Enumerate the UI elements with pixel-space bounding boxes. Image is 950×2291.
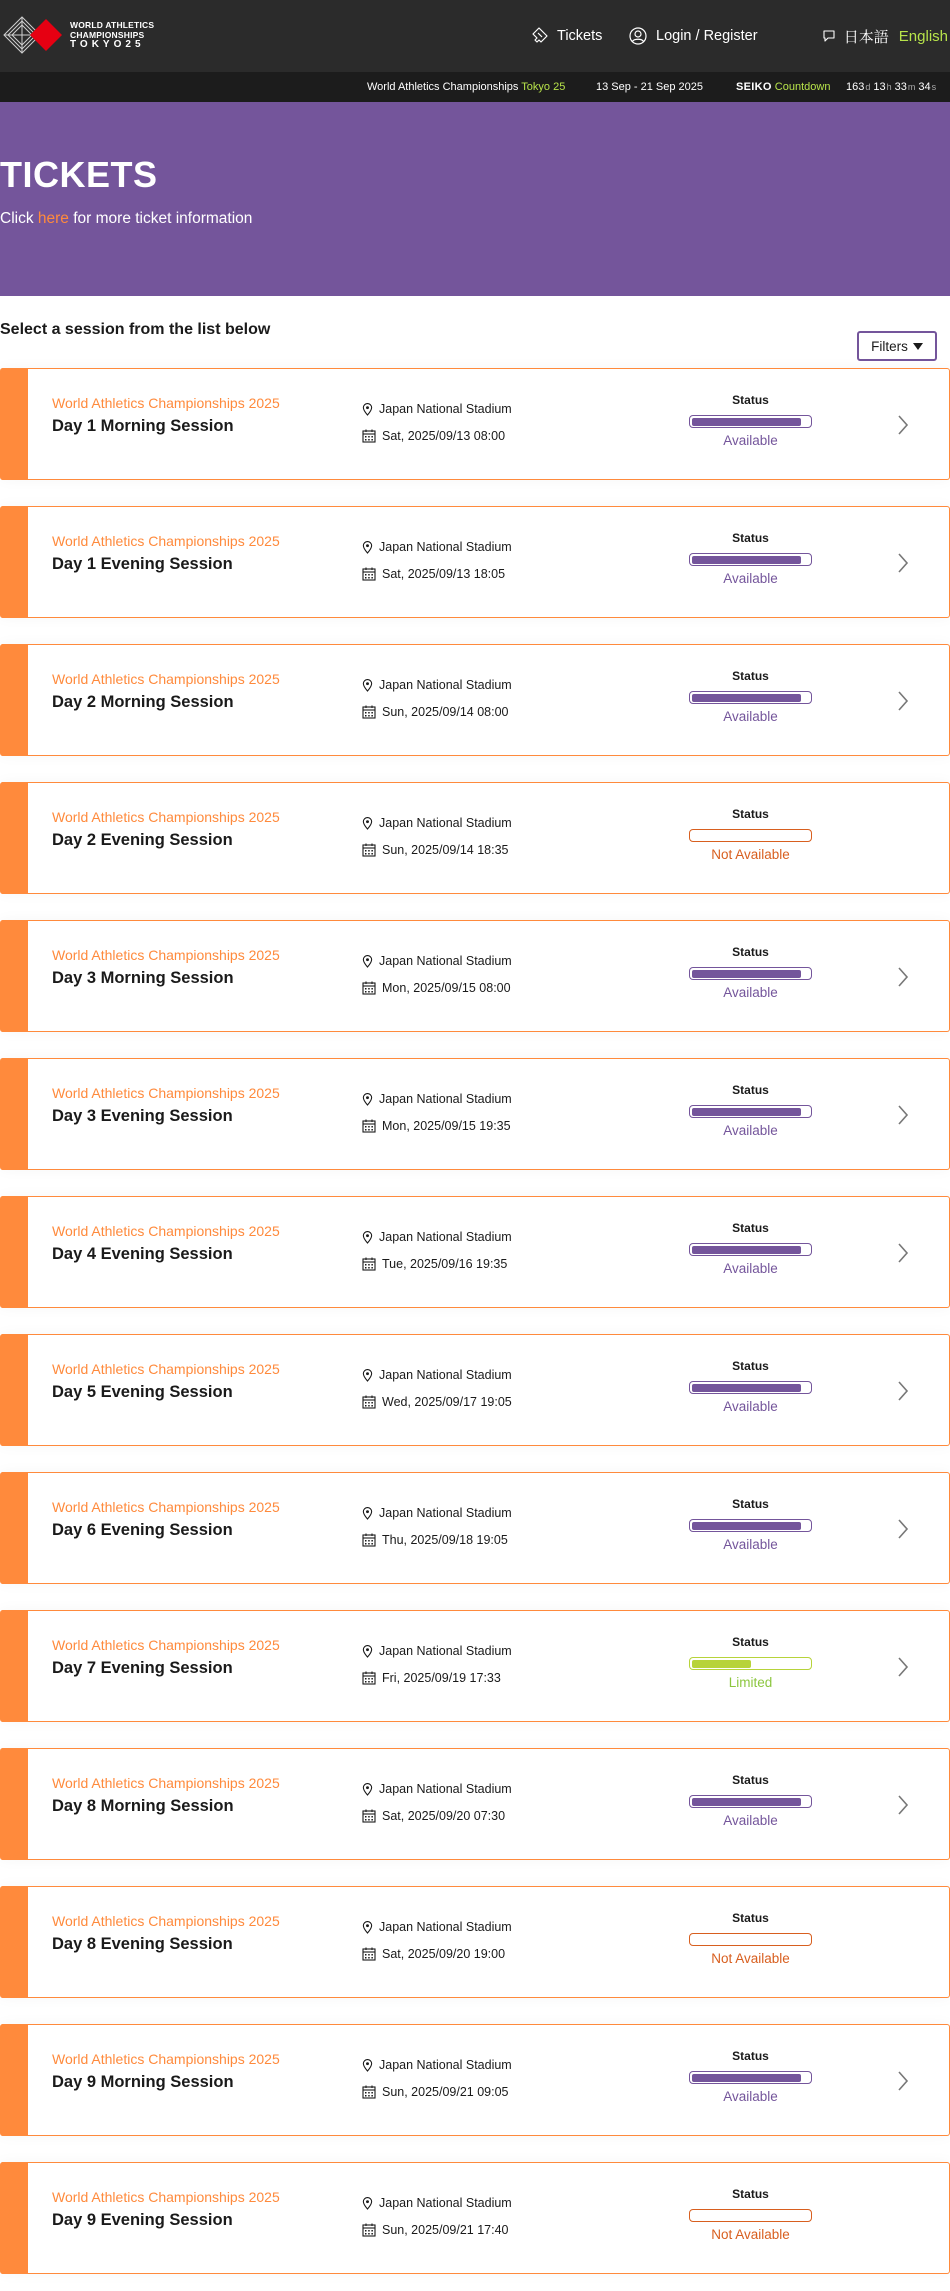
session-venue: Japan National Stadium: [362, 1092, 512, 1106]
availability-bar-fill: [692, 418, 802, 426]
session-venue: Japan National Stadium: [362, 1368, 512, 1382]
session-venue: Japan National Stadium: [362, 1782, 512, 1796]
session-date: Mon, 2025/09/15 08:00: [362, 981, 511, 995]
session-venue: Japan National Stadium: [362, 540, 512, 554]
session-title: Day 9 Evening Session: [52, 2211, 233, 2229]
session-date: Sun, 2025/09/14 18:35: [362, 843, 509, 857]
session-card[interactable]: [0, 1334, 950, 1446]
status-value: Available: [723, 985, 778, 1000]
location-pin-icon: [362, 955, 373, 968]
session-date: Mon, 2025/09/15 19:35: [362, 1119, 511, 1133]
status-value: Available: [723, 571, 778, 586]
chevron-right-icon[interactable]: [895, 965, 911, 989]
availability-bar-fill: [692, 970, 802, 978]
ticket-icon: [530, 27, 548, 45]
session-title: Day 2 Morning Session: [52, 693, 234, 711]
session-event-name: World Athletics Championships 2025: [52, 1223, 280, 1239]
session-card[interactable]: [0, 1058, 950, 1170]
session-card: [0, 2162, 950, 2274]
session-card[interactable]: [0, 1472, 950, 1584]
calendar-icon: [362, 429, 376, 443]
session-title: Day 2 Evening Session: [52, 831, 233, 849]
status-value: Limited: [728, 1675, 773, 1690]
location-pin-icon: [362, 679, 373, 692]
calendar-icon: [362, 705, 376, 719]
session-card-accent: [0, 1748, 28, 1860]
session-card[interactable]: [0, 1610, 950, 1722]
event-info-bar: [0, 72, 950, 102]
session-venue: Japan National Stadium: [362, 1644, 512, 1658]
status-value: Available: [723, 1537, 778, 1552]
user-icon: [629, 27, 647, 45]
session-title: Day 1 Morning Session: [52, 417, 234, 435]
session-venue: Japan National Stadium: [362, 1230, 512, 1244]
session-date: Fri, 2025/09/19 17:33: [362, 1671, 501, 1685]
availability-bar: [689, 415, 812, 428]
status-value: Available: [723, 1261, 778, 1276]
status-label: Status: [732, 1083, 769, 1097]
chevron-right-icon[interactable]: [895, 413, 911, 437]
session-event-name: World Athletics Championships 2025: [52, 533, 280, 549]
session-title: Day 7 Evening Session: [52, 1659, 233, 1677]
site-logo[interactable]: [2, 15, 154, 55]
session-event-name: World Athletics Championships 2025: [52, 1361, 280, 1377]
session-event-name: World Athletics Championships 2025: [52, 1085, 280, 1101]
sponsor-countdown-label: SEIKO Countdown: [736, 81, 831, 93]
session-card[interactable]: [0, 920, 950, 1032]
availability-bar-fill: [692, 1108, 802, 1116]
calendar-icon: [362, 1809, 376, 1823]
status-value: Available: [723, 709, 778, 724]
status-label: Status: [732, 1773, 769, 1787]
chevron-right-icon[interactable]: [895, 1241, 911, 1265]
session-card-accent: [0, 368, 28, 480]
status-label: Status: [732, 807, 769, 821]
session-venue: Japan National Stadium: [362, 402, 512, 416]
session-card-accent: [0, 1058, 28, 1170]
more-info-link[interactable]: here: [37, 210, 69, 227]
session-title: Day 3 Morning Session: [52, 969, 234, 987]
session-date: Thu, 2025/09/18 19:05: [362, 1533, 508, 1547]
language-switcher: [822, 0, 948, 72]
session-event-name: World Athletics Championships 2025: [52, 671, 280, 687]
chevron-right-icon[interactable]: [895, 1655, 911, 1679]
availability-bar-fill: [692, 1522, 802, 1530]
nav-tickets-label: Tickets: [557, 28, 603, 44]
tickets-hero: [0, 102, 950, 296]
session-title: Day 1 Evening Session: [52, 555, 233, 573]
session-card[interactable]: [0, 506, 950, 618]
session-venue: Japan National Stadium: [362, 816, 512, 830]
calendar-icon: [362, 1257, 376, 1271]
location-pin-icon: [362, 817, 373, 830]
countdown-timer: 163d 13h 33m 34s: [846, 81, 937, 93]
availability-bar: [689, 1381, 812, 1394]
chat-icon: [822, 29, 836, 43]
calendar-icon: [362, 1119, 376, 1133]
status-label: Status: [732, 393, 769, 407]
session-card-accent: [0, 1334, 28, 1446]
session-card: [0, 782, 950, 894]
session-event-name: World Athletics Championships 2025: [52, 2189, 280, 2205]
location-pin-icon: [362, 1093, 373, 1106]
location-pin-icon: [362, 1921, 373, 1934]
session-card-accent: [0, 1610, 28, 1722]
calendar-icon: [362, 2223, 376, 2237]
status-label: Status: [732, 1359, 769, 1373]
status-value: Available: [723, 433, 778, 448]
status-value: Not Available: [711, 847, 790, 862]
location-pin-icon: [362, 1231, 373, 1244]
filters-button[interactable]: [857, 331, 937, 361]
status-value: Available: [723, 1399, 778, 1414]
session-card[interactable]: [0, 644, 950, 756]
session-title: Day 4 Evening Session: [52, 1245, 233, 1263]
calendar-icon: [362, 981, 376, 995]
session-card-accent: [0, 2024, 28, 2136]
location-pin-icon: [362, 1645, 373, 1658]
filter-icon: [913, 343, 923, 350]
session-date: Sun, 2025/09/21 17:40: [362, 2223, 509, 2237]
logo-wordmark: WORLD ATHLETICS CHAMPIONSHIPS TOKYO25: [70, 20, 155, 50]
session-card-accent: [0, 1196, 28, 1308]
session-date: Sun, 2025/09/21 09:05: [362, 2085, 509, 2099]
session-card-accent: [0, 1886, 28, 1998]
availability-bar: [689, 967, 812, 980]
session-list-heading: Select a session from the list below: [0, 321, 271, 338]
logo-mark-icon: [2, 15, 66, 55]
session-event-name: World Athletics Championships 2025: [52, 1913, 280, 1929]
location-pin-icon: [362, 1783, 373, 1796]
session-venue: Japan National Stadium: [362, 2196, 512, 2210]
chevron-right-icon[interactable]: [895, 551, 911, 575]
availability-bar: [689, 829, 812, 842]
lang-japanese[interactable]: 日本語: [843, 28, 889, 46]
availability-bar-fill: [692, 2074, 802, 2082]
session-event-name: World Athletics Championships 2025: [52, 1775, 280, 1791]
session-venue: Japan National Stadium: [362, 1506, 512, 1520]
chevron-right-icon[interactable]: [895, 1517, 911, 1541]
session-venue: Japan National Stadium: [362, 1920, 512, 1934]
calendar-icon: [362, 843, 376, 857]
session-title: Day 8 Morning Session: [52, 1797, 234, 1815]
status-label: Status: [732, 1497, 769, 1511]
session-card-accent: [0, 1472, 28, 1584]
availability-bar-fill: [692, 694, 802, 702]
session-event-name: World Athletics Championships 2025: [52, 1637, 280, 1653]
status-label: Status: [732, 669, 769, 683]
status-label: Status: [732, 945, 769, 959]
status-label: Status: [732, 1911, 769, 1925]
location-pin-icon: [362, 403, 373, 416]
hero-info-text: Click here for more ticket information: [0, 210, 253, 227]
session-title: Day 9 Morning Session: [52, 2073, 234, 2091]
chevron-right-icon[interactable]: [895, 1793, 911, 1817]
nav-login-link[interactable]: [629, 0, 758, 72]
session-event-name: World Athletics Championships 2025: [52, 1499, 280, 1515]
status-value: Available: [723, 2089, 778, 2104]
calendar-icon: [362, 1947, 376, 1961]
availability-bar: [689, 553, 812, 566]
session-card[interactable]: [0, 1748, 950, 1860]
session-title: Day 8 Evening Session: [52, 1935, 233, 1953]
location-pin-icon: [362, 541, 373, 554]
session-event-name: World Athletics Championships 2025: [52, 395, 280, 411]
session-event-name: World Athletics Championships 2025: [52, 809, 280, 825]
session-card-accent: [0, 782, 28, 894]
availability-bar: [689, 691, 812, 704]
nav-tickets-link[interactable]: [530, 0, 602, 72]
session-card-accent: [0, 644, 28, 756]
session-card[interactable]: [0, 1196, 950, 1308]
event-dates: 13 Sep - 21 Sep 2025: [596, 81, 704, 93]
status-label: Status: [732, 2049, 769, 2063]
nav-login-label: Login / Register: [656, 28, 758, 44]
availability-bar: [689, 1933, 812, 1946]
availability-bar: [689, 2071, 812, 2084]
availability-bar-fill: [692, 1660, 751, 1668]
top-header: [0, 0, 950, 72]
status-value: Not Available: [711, 1951, 790, 1966]
session-title: Day 3 Evening Session: [52, 1107, 233, 1125]
availability-bar: [689, 2209, 812, 2222]
availability-bar-fill: [692, 556, 802, 564]
session-card-accent: [0, 920, 28, 1032]
chevron-right-icon[interactable]: [895, 1103, 911, 1127]
status-label: Status: [732, 1635, 769, 1649]
session-title: Day 6 Evening Session: [52, 1521, 233, 1539]
availability-bar: [689, 1105, 812, 1118]
page-title: TICKETS: [0, 154, 158, 195]
session-date: Sat, 2025/09/13 18:05: [362, 567, 505, 581]
session-venue: Japan National Stadium: [362, 678, 512, 692]
calendar-icon: [362, 1533, 376, 1547]
status-label: Status: [732, 1221, 769, 1235]
session-date: Sat, 2025/09/20 19:00: [362, 1947, 505, 1961]
filters-label: Filters: [871, 338, 908, 354]
session-event-name: World Athletics Championships 2025: [52, 2051, 280, 2067]
availability-bar-fill: [692, 1798, 802, 1806]
calendar-icon: [362, 567, 376, 581]
session-card-accent: [0, 506, 28, 618]
session-date: Sun, 2025/09/14 08:00: [362, 705, 509, 719]
status-value: Available: [723, 1813, 778, 1828]
session-venue: Japan National Stadium: [362, 2058, 512, 2072]
session-date: Tue, 2025/09/16 19:35: [362, 1257, 507, 1271]
session-date: Wed, 2025/09/17 19:05: [362, 1395, 512, 1409]
calendar-icon: [362, 2085, 376, 2099]
location-pin-icon: [362, 2197, 373, 2210]
status-label: Status: [732, 2187, 769, 2201]
chevron-right-icon[interactable]: [895, 1379, 911, 1403]
session-title: Day 5 Evening Session: [52, 1383, 233, 1401]
session-date: Sat, 2025/09/13 08:00: [362, 429, 505, 443]
session-card[interactable]: [0, 368, 950, 480]
availability-bar-fill: [692, 1246, 802, 1254]
status-value: Not Available: [711, 2227, 790, 2242]
event-name: World Athletics Championships Tokyo 25: [367, 81, 566, 93]
session-card: [0, 1886, 950, 1998]
availability-bar: [689, 1657, 812, 1670]
session-date: Sat, 2025/09/20 07:30: [362, 1809, 505, 1823]
location-pin-icon: [362, 2059, 373, 2072]
session-venue: Japan National Stadium: [362, 954, 512, 968]
availability-bar: [689, 1795, 812, 1808]
lang-english[interactable]: English: [898, 27, 948, 45]
status-label: Status: [732, 531, 769, 545]
calendar-icon: [362, 1395, 376, 1409]
location-pin-icon: [362, 1369, 373, 1382]
status-value: Available: [723, 1123, 778, 1138]
availability-bar: [689, 1243, 812, 1256]
session-card-accent: [0, 2162, 28, 2274]
chevron-right-icon[interactable]: [895, 689, 911, 713]
session-card[interactable]: [0, 2024, 950, 2136]
location-pin-icon: [362, 1507, 373, 1520]
availability-bar-fill: [692, 1384, 802, 1392]
availability-bar: [689, 1519, 812, 1532]
session-event-name: World Athletics Championships 2025: [52, 947, 280, 963]
chevron-right-icon[interactable]: [895, 2069, 911, 2093]
calendar-icon: [362, 1671, 376, 1685]
